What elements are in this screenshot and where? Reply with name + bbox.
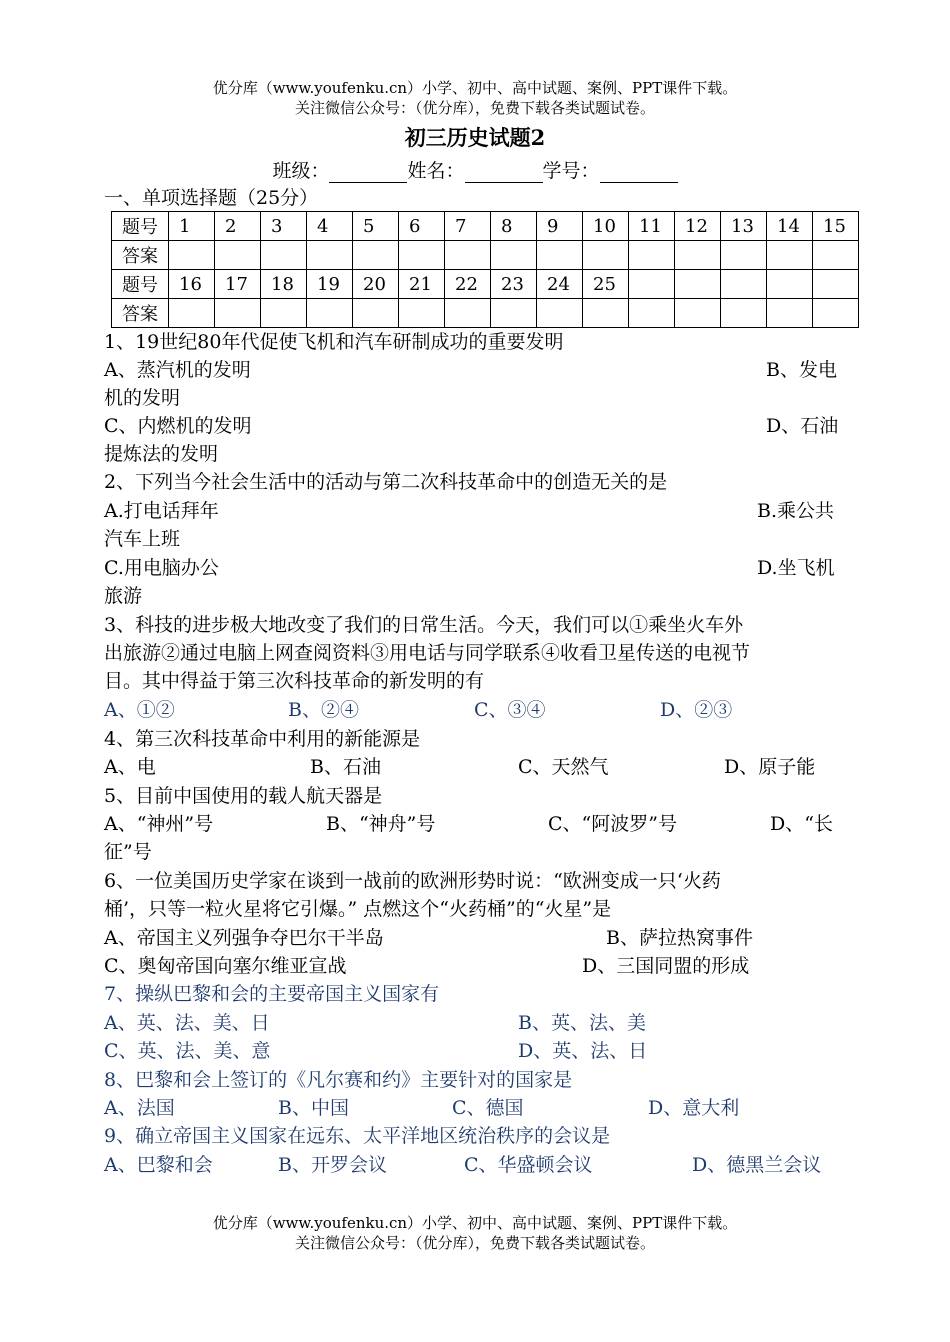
id-label: 学号： [542, 160, 600, 182]
q2-options-row2 [104, 554, 850, 582]
q7-options-row1 [104, 1009, 850, 1037]
answer-cell[interactable] [629, 241, 675, 270]
q4-option-b[interactable]: B、石油 [310, 756, 381, 778]
answer-cell[interactable] [675, 241, 721, 270]
answer-cell[interactable] [583, 299, 629, 328]
q1-stem: 1、19世纪80年代促使飞机和汽车研制成功的重要发明 [104, 331, 564, 353]
q2-stem: 2、下列当今社会生活中的活动与第二次科技革命中的创造无关的是 [104, 471, 668, 493]
qnum-cell: 1 [169, 212, 215, 241]
answer-cell[interactable] [399, 241, 445, 270]
answer-table [111, 211, 859, 328]
q6-stem-line1: 6、一位美国历史学家在谈到一战前的欧洲形势时说：“欧洲变成一只‘火药 [104, 870, 721, 892]
q2-option-c[interactable]: C.用电脑办公 [104, 557, 219, 579]
class-label: 班级： [272, 160, 330, 182]
answer-row [112, 299, 859, 328]
q3-stem-line3: 目。其中得益于第三次科技革命的新发明的有 [104, 670, 485, 692]
qnum-cell: 9 [537, 212, 583, 241]
name-field[interactable] [465, 164, 543, 183]
q9-option-b[interactable]: B、开罗会议 [278, 1154, 387, 1176]
q4-option-a[interactable]: A、电 [104, 756, 156, 778]
qnum-cell: 15 [813, 212, 859, 241]
q4-option-c[interactable]: C、天然气 [518, 756, 609, 778]
qnum-cell: 20 [353, 270, 399, 299]
footer-line-1: 优分库（www.youfenku.cn）小学、初中、高中试题、案例、PPT课件下载。 [212, 1214, 738, 1232]
header-line-2: 关注微信公众号：（优分库），免费下载各类试题试卷。 [294, 99, 655, 117]
name-label: 姓名： [407, 160, 465, 182]
qnum-cell [675, 270, 721, 299]
q1-options-row1 [104, 356, 850, 384]
answer-cell[interactable] [445, 299, 491, 328]
q1-option-b-wrap: 机的发明 [104, 387, 181, 409]
q6-option-b[interactable]: B、萨拉热窝事件 [606, 927, 753, 949]
answer-cell[interactable] [675, 299, 721, 328]
q3-option-b[interactable]: B、②④ [288, 699, 359, 721]
qnum-cell: 16 [169, 270, 215, 299]
qnum-cell: 22 [445, 270, 491, 299]
answer-cell[interactable] [583, 241, 629, 270]
qnum-cell [721, 270, 767, 299]
qnum-cell: 3 [261, 212, 307, 241]
answer-cell[interactable] [767, 241, 813, 270]
qnum-cell [629, 270, 675, 299]
qnum-cell [767, 270, 813, 299]
q6-option-a[interactable]: A、帝国主义列强争夺巴尔干半岛 [104, 927, 384, 949]
q3-option-c[interactable]: C、③④ [474, 699, 546, 721]
answer-cell[interactable] [169, 241, 215, 270]
q9-option-c[interactable]: C、华盛顿会议 [464, 1154, 593, 1176]
answer-cell[interactable] [813, 241, 859, 270]
q9-options [104, 1151, 850, 1179]
qnum-cell: 6 [399, 212, 445, 241]
q7-option-c[interactable]: C、英、法、美、意 [104, 1040, 271, 1062]
qnum-cell: 19 [307, 270, 353, 299]
qnum-cell: 13 [721, 212, 767, 241]
q6-option-c[interactable]: C、奥匈帝国向塞尔维亚宣战 [104, 955, 347, 977]
q5-option-a[interactable]: A、“神州”号 [104, 813, 214, 835]
q1-option-d[interactable]: D、石油 [766, 415, 839, 437]
qnum-cell: 2 [215, 212, 261, 241]
answer-cell[interactable] [629, 299, 675, 328]
q1-option-a[interactable]: A、蒸汽机的发明 [104, 359, 251, 381]
answer-cell[interactable] [169, 299, 215, 328]
q4-option-d[interactable]: D、原子能 [724, 756, 816, 778]
q5-option-d[interactable]: D、“长 [770, 813, 833, 835]
q2-option-d-wrap: 旅游 [104, 585, 143, 607]
qnum-cell: 11 [629, 212, 675, 241]
question-label: 题号 [112, 212, 169, 241]
answer-cell[interactable] [399, 299, 445, 328]
qnum-cell: 14 [767, 212, 813, 241]
answer-cell[interactable] [537, 299, 583, 328]
answer-cell[interactable] [307, 241, 353, 270]
qnum-cell: 23 [491, 270, 537, 299]
qnum-cell: 7 [445, 212, 491, 241]
q2-option-a[interactable]: A.打电话拜年 [104, 500, 219, 522]
question-number-row [112, 270, 859, 299]
answer-cell[interactable] [767, 299, 813, 328]
answer-cell[interactable] [215, 241, 261, 270]
qnum-cell: 18 [261, 270, 307, 299]
q3-stem-line2: 出旅游②通过电脑上网查阅资料③用电话与同学联系④收看卫星传送的电视节 [104, 642, 751, 664]
footer-line-2: 关注微信公众号：（优分库），免费下载各类试题试卷。 [294, 1234, 655, 1252]
id-field[interactable] [600, 164, 678, 183]
question-number-row [112, 212, 859, 241]
q8-option-b[interactable]: B、中国 [278, 1097, 349, 1119]
qnum-cell: 5 [353, 212, 399, 241]
qnum-cell: 12 [675, 212, 721, 241]
answer-cell[interactable] [261, 299, 307, 328]
answer-cell[interactable] [491, 299, 537, 328]
q5-stem: 5、目前中国使用的载人航天器是 [104, 785, 383, 807]
answer-cell[interactable] [537, 241, 583, 270]
q9-option-d[interactable]: D、德黑兰会议 [692, 1154, 822, 1176]
student-info [0, 156, 950, 183]
qnum-cell [813, 270, 859, 299]
q8-option-d[interactable]: D、意大利 [648, 1097, 740, 1119]
q1-option-c[interactable]: C、内燃机的发明 [104, 415, 252, 437]
class-field[interactable] [329, 164, 407, 183]
q4-options [104, 753, 850, 781]
q2-option-b-wrap: 汽车上班 [104, 528, 181, 550]
answer-cell[interactable] [215, 299, 261, 328]
q1-option-d-wrap: 提炼法的发明 [104, 443, 219, 465]
q2-options-row1 [104, 497, 850, 525]
q7-stem: 7、操纵巴黎和会的主要帝国主义国家有 [104, 983, 440, 1005]
qnum-cell: 17 [215, 270, 261, 299]
q2-option-d[interactable]: D.坐飞机 [757, 557, 835, 579]
q9-option-a[interactable]: A、巴黎和会 [104, 1154, 213, 1176]
q5-option-d-wrap: 征”号 [104, 841, 152, 863]
qnum-cell: 21 [399, 270, 445, 299]
answer-row [112, 241, 859, 270]
q8-options [104, 1094, 850, 1122]
answer-cell[interactable] [353, 299, 399, 328]
q6-option-d[interactable]: D、三国同盟的形成 [582, 955, 750, 977]
qnum-cell: 8 [491, 212, 537, 241]
q6-stem-line2: 桶’，只等一粒火星将它引爆。” 点燃这个“火药桶”的“火星”是 [104, 898, 612, 920]
header-line-1: 优分库（www.youfenku.cn）小学、初中、高中试题、案例、PPT课件下载。 [212, 79, 738, 97]
answer-cell[interactable] [813, 299, 859, 328]
q2-option-b[interactable]: B.乘公共 [757, 500, 835, 522]
q7-option-a[interactable]: A、英、法、美、日 [104, 1012, 270, 1034]
q1-options-row2 [104, 412, 850, 440]
answer-label: 答案 [112, 241, 169, 270]
q5-options [104, 810, 850, 838]
q3-stem-line1: 3、科技的进步极大地改变了我们的日常生活。今天，我们可以①乘坐火车外 [104, 614, 744, 636]
qnum-cell: 24 [537, 270, 583, 299]
answer-cell[interactable] [445, 241, 491, 270]
q3-options [104, 696, 850, 724]
q8-stem: 8、巴黎和会上签订的《凡尔赛和约》主要针对的国家是 [104, 1069, 573, 1091]
q4-stem: 4、第三次科技革命中利用的新能源是 [104, 728, 421, 750]
q5-option-c[interactable]: C、“阿波罗”号 [548, 813, 677, 835]
q6-options-row1 [104, 924, 850, 952]
answer-cell[interactable] [721, 299, 767, 328]
qnum-cell: 25 [583, 270, 629, 299]
q5-option-b[interactable]: B、“神舟”号 [326, 813, 436, 835]
page-title: 初三历史试题2 [404, 125, 546, 150]
q7-option-d[interactable]: D、英、法、日 [518, 1040, 648, 1062]
q3-option-d[interactable]: D、②③ [660, 699, 733, 721]
q8-option-a[interactable]: A、法国 [104, 1097, 175, 1119]
answer-cell[interactable] [261, 241, 307, 270]
answer-cell[interactable] [353, 241, 399, 270]
q3-option-a[interactable]: A、①② [104, 699, 175, 721]
q1-option-b[interactable]: B、发电 [766, 359, 837, 381]
answer-label: 答案 [112, 299, 169, 328]
qnum-cell: 10 [583, 212, 629, 241]
answer-cell[interactable] [721, 241, 767, 270]
qnum-cell: 4 [307, 212, 353, 241]
q7-options-row2 [104, 1037, 850, 1065]
q6-options-row2 [104, 952, 850, 980]
answer-cell[interactable] [307, 299, 353, 328]
question-label: 题号 [112, 270, 169, 299]
section-heading: 一、单项选择题（25分） [104, 187, 319, 209]
q9-stem: 9、确立帝国主义国家在远东、太平洋地区统治秩序的会议是 [104, 1125, 611, 1147]
q7-option-b[interactable]: B、英、法、美 [518, 1012, 646, 1034]
q8-option-c[interactable]: C、德国 [452, 1097, 524, 1119]
answer-cell[interactable] [491, 241, 537, 270]
